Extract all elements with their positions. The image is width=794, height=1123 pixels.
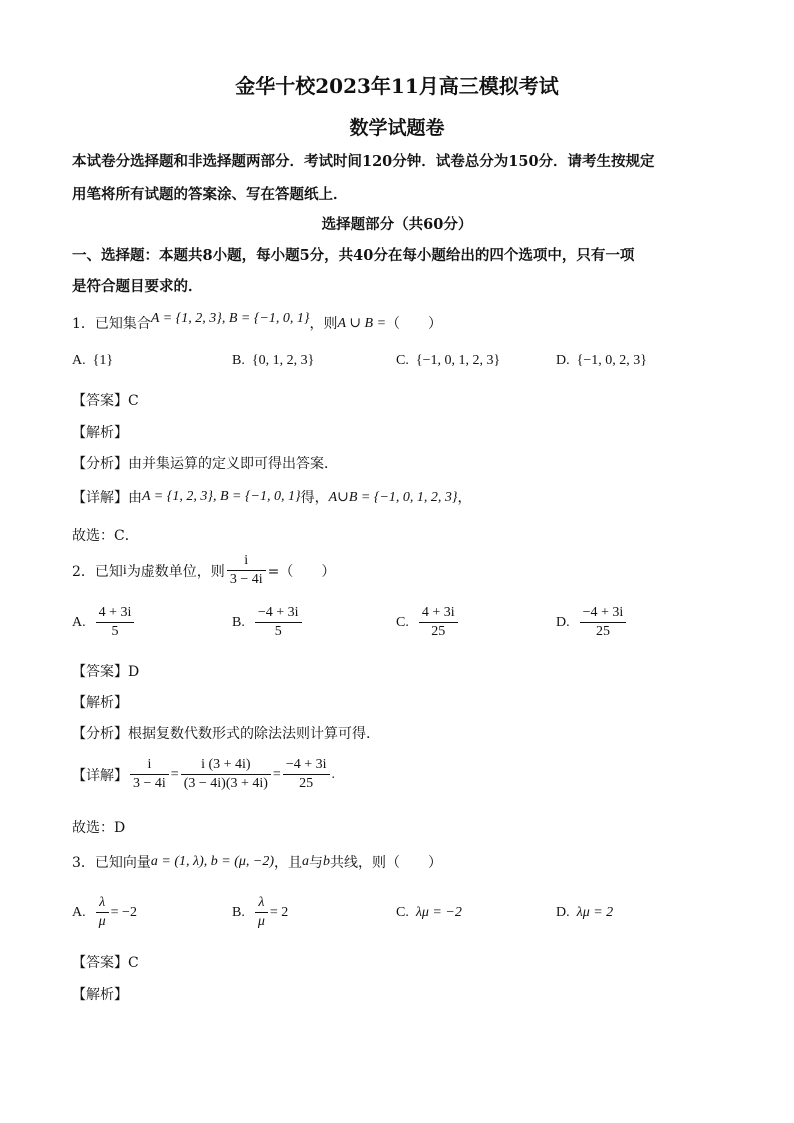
q2-stem-post: =（ ） [267,563,336,580]
q2-stem-fraction [227,552,266,589]
q2-option-a-numerator: 4 + 3i [96,604,135,623]
q3-stem-pre: 3．已知向量 [72,855,151,871]
q2-option-d-fraction [580,604,627,641]
q2-option-a [72,604,136,641]
q3-option-a-numerator: λ [96,894,109,913]
q2-option-c [396,604,460,641]
q3-answer-label: 【答案】 [72,955,128,971]
q1-answer [72,390,139,410]
q2-detail-fraction-1 [130,756,169,793]
q2-option-c-denominator: 25 [431,624,446,639]
q3-option-a-fraction [96,894,109,931]
q2-fenxi [72,723,370,743]
q3-option-b-denominator: μ [257,914,265,929]
q1-option-c-text: {−1, 0, 1, 2, 3} [415,353,501,368]
q2-option-b-numerator: −4 + 3i [255,604,302,623]
q1-stem [72,313,442,333]
q2-option-b [232,604,304,641]
q2-detail-fraction-2 [181,756,271,793]
q1-detail-post: ， [457,490,472,506]
q3-option-c-key: C. [396,905,409,920]
q2-detail-eq-1: = [170,766,179,782]
q3-stem-a: a [302,854,310,869]
q3-option-b [232,894,288,931]
q1-option-d-key: D. [556,353,570,368]
q2-option-c-numerator: 4 + 3i [419,604,458,623]
q2-detail-f1-denominator: 3 − 4i [133,776,166,791]
q3-option-b-key: B. [232,904,245,920]
q3-answer-value: C [128,955,139,971]
q1-stem-mid: ，则 [309,316,338,332]
q2-stem [72,552,335,589]
q2-stem-mid: 为虚数单位，则 [126,563,225,580]
intro-line-1: 本试卷分选择题和非选择题两部分．考试时间120分钟．试卷总分为150分．请考生按规定 [72,153,655,170]
q2-option-b-fraction [255,604,302,641]
q1-detail-pre: 由 [128,490,142,506]
section-instruction-2: 是符合题目要求的． [72,278,203,295]
q3-option-b-numerator: λ [255,894,268,913]
q2-option-a-denominator: 5 [111,624,119,639]
q3-stem-post: 共线，则（ ） [330,855,443,871]
q1-conclusion: 故选：C． [72,528,139,544]
q3-stem-b: b [323,854,331,869]
q2-detail [72,756,335,793]
q2-conclusion: 故选：D [72,820,126,836]
q2-option-a-key: A. [72,614,86,630]
q1-stem-post: （ ） [386,316,443,332]
q2-option-d-key: D. [556,614,570,630]
q1-option-b-key: B. [232,353,245,368]
q2-detail-eq-2: = [272,766,281,782]
q3-option-a-denominator: μ [98,914,106,929]
q2-detail-f1-numerator: i [130,756,169,775]
q2-stem-i: i [122,562,127,578]
q1-answer-value: C [128,393,139,409]
q1-detail-label: 【详解】 [72,490,128,506]
q3-option-d [556,905,613,921]
q2-answer [72,661,139,681]
q2-option-a-fraction [96,604,135,641]
q1-option-c-key: C. [396,353,409,368]
q1-fenxi-text: 由并集运算的定义即可得出答案． [128,456,338,472]
section-title: 选择题部分（共60分） [321,216,473,233]
q3-option-d-key: D. [556,905,570,920]
q1-fenxi-label: 【分析】 [72,456,128,472]
q3-option-a-rhs: = −2 [110,904,137,920]
page-title: 金华十校2023年11月高三模拟考试 [235,74,559,98]
q1-option-a-key: A. [72,353,86,368]
q1-detail [72,487,472,507]
q2-stem-numerator: i [227,552,266,571]
q1-detail-union: A∪B = {−1, 0, 1, 2, 3} [328,489,458,505]
q2-option-c-key: C. [396,614,409,630]
q3-option-d-text: λμ = 2 [576,905,614,920]
q2-detail-f2-denominator: (3 − 4i)(3 + 4i) [183,776,268,791]
q1-option-a-text: {1} [92,353,114,368]
q2-answer-value: D [128,664,140,680]
q2-option-c-fraction [419,604,458,641]
q2-stem-pre: 2．已知 [72,563,123,580]
page-subtitle: 数学试题卷 [349,117,445,139]
q2-fenxi-label: 【分析】 [72,726,128,742]
q2-option-d-numerator: −4 + 3i [580,604,627,623]
q2-option-d-denominator: 25 [595,624,610,639]
q2-stem-denominator: 3 − 4i [229,572,263,587]
q3-option-c-text: λμ = −2 [415,905,462,920]
q2-option-d [556,604,628,641]
q1-fenxi [72,453,338,473]
q1-stem-pre: 1．已知集合 [72,316,151,332]
q1-detail-mid: 得， [300,490,329,506]
q2-detail-fraction-3 [283,756,330,793]
q3-option-b-rhs: = 2 [269,904,289,920]
q2-option-b-denominator: 5 [274,624,282,639]
q1-option-d [556,353,647,369]
q1-stem-sets: A = {1, 2, 3}, B = {−1, 0, 1} [150,311,310,326]
q2-detail-f3-denominator: 25 [299,776,314,791]
q1-analysis-label: 【解析】 [72,425,128,441]
q2-detail-label: 【详解】 [72,767,128,784]
q2-detail-f3-numerator: −4 + 3i [283,756,330,775]
intro-line-2: 用笔将所有试题的答案涂、写在答题纸上． [72,186,348,203]
q3-stem-and: 与 [309,855,324,871]
q1-option-d-text: {−1, 0, 2, 3} [576,353,647,368]
q3-option-a-key: A. [72,904,86,920]
q2-fenxi-text: 根据复数代数形式的除法法则计算可得. [128,726,371,742]
q3-analysis-label: 【解析】 [72,987,128,1003]
q1-option-b [232,353,314,369]
q3-answer [72,952,139,972]
q3-option-c [396,905,462,921]
q2-answer-label: 【答案】 [72,664,128,680]
q3-stem [72,852,442,872]
q1-stem-union: A ∪ B = [337,315,387,331]
q1-option-b-text: {0, 1, 2, 3} [251,353,315,368]
q1-option-a [72,353,113,369]
q2-detail-period: . [331,766,336,782]
q3-stem-mid: ，且 [274,855,303,871]
q3-option-a [72,894,137,931]
q1-answer-label: 【答案】 [72,393,128,409]
q2-analysis-label: 【解析】 [72,695,128,711]
q1-option-c [396,353,500,369]
section-instruction-1: 一、选择题：本题共8小题，每小题5分，共40分在每小题给出的四个选项中，只有一项 [72,247,635,264]
q3-stem-vectors: a = (1, λ), b = (μ, −2) [150,854,275,869]
q3-option-b-fraction [255,894,268,931]
q2-option-b-key: B. [232,614,245,630]
q1-detail-sets: A = {1, 2, 3}, B = {−1, 0, 1} [142,489,301,504]
q2-detail-f2-numerator: i (3 + 4i) [181,756,271,775]
